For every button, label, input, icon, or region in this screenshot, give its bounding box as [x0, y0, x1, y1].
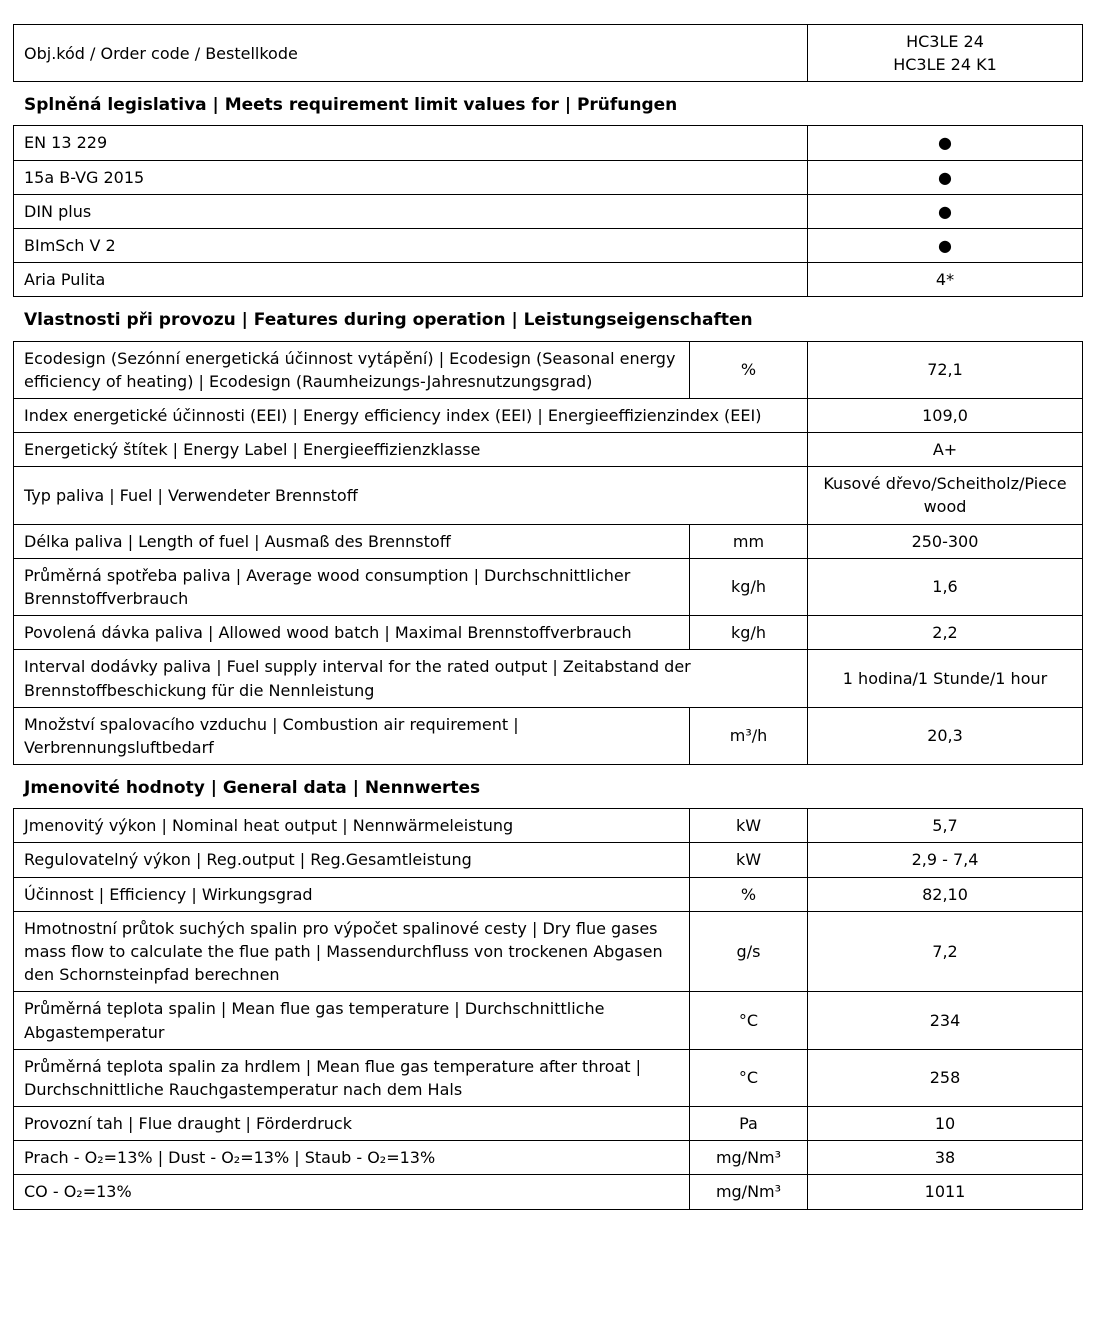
- row-co: [14, 1175, 1083, 1209]
- row-dust: [14, 1141, 1083, 1175]
- spec-unit: kW: [690, 843, 808, 877]
- spec-label: Aria Pulita: [14, 263, 808, 297]
- row-energy-label: [14, 433, 1083, 467]
- spec-label: Index energetické účinnosti (EEI) | Energy efficiency index (EEI) | Energieeffizienzindex (EEI): [14, 398, 808, 432]
- row-avg-consumption: [14, 558, 1083, 615]
- row-flue-mass-flow: [14, 911, 1083, 992]
- order-code-value-2: HC3LE 24 K1: [893, 55, 997, 75]
- spec-value: 72,1: [808, 341, 1083, 398]
- row-combustion-air: [14, 707, 1083, 764]
- row-aria-pulita: [14, 263, 1083, 297]
- spec-value: 38: [808, 1141, 1083, 1175]
- spec-value: 250-300: [808, 524, 1083, 558]
- spec-label: Jmenovitý výkon | Nominal heat output | Nennwärmeleistung: [14, 809, 690, 843]
- spec-value: 234: [808, 992, 1083, 1049]
- spec-label: BImSch V 2: [14, 229, 808, 263]
- row-eei: [14, 398, 1083, 432]
- spec-unit: kg/h: [690, 616, 808, 650]
- spec-label: Provozní tah | Flue draught | Förderdruck: [14, 1107, 690, 1141]
- row-nominal-output: [14, 809, 1083, 843]
- spec-value: 2,9 - 7,4: [808, 843, 1083, 877]
- spec-unit: °C: [690, 1049, 808, 1106]
- row-en-13-229: [14, 126, 1083, 160]
- spec-label: Účinnost | Efficiency | Wirkungsgrad: [14, 877, 690, 911]
- row-flue-temp: [14, 992, 1083, 1049]
- spec-label: Množství spalovacího vzduchu | Combustion air requirement | Verbrennungsluftbedarf: [14, 707, 690, 764]
- spec-label: Průměrná spotřeba paliva | Average wood consumption | Durchschnittlicher Brennstoffverbrauch: [14, 558, 690, 615]
- spec-value: Kusové dřevo/Scheitholz/Piece wood: [808, 467, 1083, 524]
- row-regulated-output: [14, 843, 1083, 877]
- spec-label: Energetický štítek | Energy Label | Energieeffizienzklasse: [14, 433, 808, 467]
- section-title-general-data: Jmenovité hodnoty | General data | Nennwertes: [24, 778, 481, 799]
- spec-value: 258: [808, 1049, 1083, 1106]
- spec-unit: %: [690, 341, 808, 398]
- spec-value: 1011: [808, 1175, 1083, 1209]
- spec-label: Průměrná teplota spalin | Mean flue gas temperature | Durchschnittliche Abgastemperatur: [14, 992, 690, 1049]
- legislation-table: [13, 125, 1083, 297]
- spec-label: CO - O₂=13%: [14, 1175, 690, 1209]
- spec-value: 1,6: [808, 558, 1083, 615]
- row-draught: [14, 1107, 1083, 1141]
- compliance-dot: ●: [808, 160, 1083, 194]
- spec-label: Interval dodávky paliva | Fuel supply interval for the rated output | Zeitabstand der Brennstoffbeschickung für die Nennleistung: [14, 650, 808, 707]
- spec-label: Typ paliva | Fuel | Verwendeter Brennstoff: [14, 467, 808, 524]
- spec-unit: g/s: [690, 911, 808, 992]
- spec-value: A+: [808, 433, 1083, 467]
- section-title-features: Vlastnosti při provozu | Features during operation | Leistungseigenschaften: [24, 310, 753, 331]
- spec-unit: °C: [690, 992, 808, 1049]
- row-fuel-interval: [14, 650, 1083, 707]
- row-din-plus: [14, 194, 1083, 228]
- general-data-table: [13, 808, 1083, 1209]
- spec-label: Povolená dávka paliva | Allowed wood batch | Maximal Brennstoffverbrauch: [14, 616, 690, 650]
- spec-value: 109,0: [808, 398, 1083, 432]
- spec-value: 5,7: [808, 809, 1083, 843]
- spec-value: 20,3: [808, 707, 1083, 764]
- spec-label: Obj.kód / Order code / Bestellkode: [14, 25, 808, 82]
- spec-label: Průměrná teplota spalin za hrdlem | Mean flue gas temperature after throat | Durchschnittliche Rauchgastemperatur nach dem Hals: [14, 1049, 690, 1106]
- spec-unit: m³/h: [690, 707, 808, 764]
- row-flue-temp-throat: [14, 1049, 1083, 1106]
- spec-label: 15a B-VG 2015: [14, 160, 808, 194]
- spec-label: Ecodesign (Sezónní energetická účinnost vytápění) | Ecodesign (Seasonal energy efficiency of heating) | Ecodesign (Raumheizungs-Jahresnutzungsgrad): [14, 341, 690, 398]
- spec-unit: mg/Nm³: [690, 1175, 808, 1209]
- spec-value: [808, 25, 1083, 82]
- compliance-dot: ●: [808, 229, 1083, 263]
- row-fuel-length: [14, 524, 1083, 558]
- spec-value: 82,10: [808, 877, 1083, 911]
- spec-label: Délka paliva | Length of fuel | Ausmaß des Brennstoff: [14, 524, 690, 558]
- row-efficiency: [14, 877, 1083, 911]
- spec-value: 1 hodina/1 Stunde/1 hour: [808, 650, 1083, 707]
- spec-unit: Pa: [690, 1107, 808, 1141]
- section-title-legislation: Splněná legislativa | Meets requirement limit values for | Prüfungen: [24, 95, 678, 116]
- spec-unit: mg/Nm³: [690, 1141, 808, 1175]
- row-fuel-type: [14, 467, 1083, 524]
- spec-value: 2,2: [808, 616, 1083, 650]
- spec-label: Hmotnostní průtok suchých spalin pro výpočet spalinové cesty | Dry flue gases mass flow to calculate the flue path | Massendurchfluss von trockenen Abgasen den Schornsteinpfad berechnen: [14, 911, 690, 992]
- spec-unit: kW: [690, 809, 808, 843]
- spec-value: 4*: [808, 263, 1083, 297]
- spec-label: DIN plus: [14, 194, 808, 228]
- spec-value: 10: [808, 1107, 1083, 1141]
- spec-label: EN 13 229: [14, 126, 808, 160]
- row-ecodesign: [14, 341, 1083, 398]
- spec-unit: %: [690, 877, 808, 911]
- order-code-value-1: HC3LE 24: [906, 32, 984, 51]
- row-wood-batch: [14, 616, 1083, 650]
- spec-unit: mm: [690, 524, 808, 558]
- compliance-dot: ●: [808, 194, 1083, 228]
- order-code-table: [13, 24, 1083, 82]
- spec-label: Regulovatelný výkon | Reg.output | Reg.Gesamtleistung: [14, 843, 690, 877]
- row-15a-b-vg: [14, 160, 1083, 194]
- compliance-dot: ●: [808, 126, 1083, 160]
- features-table: [13, 341, 1083, 766]
- spec-label: Prach - O₂=13% | Dust - O₂=13% | Staub - O₂=13%: [14, 1141, 690, 1175]
- spec-value: 7,2: [808, 911, 1083, 992]
- row-order-code: [14, 25, 1083, 82]
- spec-unit: kg/h: [690, 558, 808, 615]
- row-bimsch: [14, 229, 1083, 263]
